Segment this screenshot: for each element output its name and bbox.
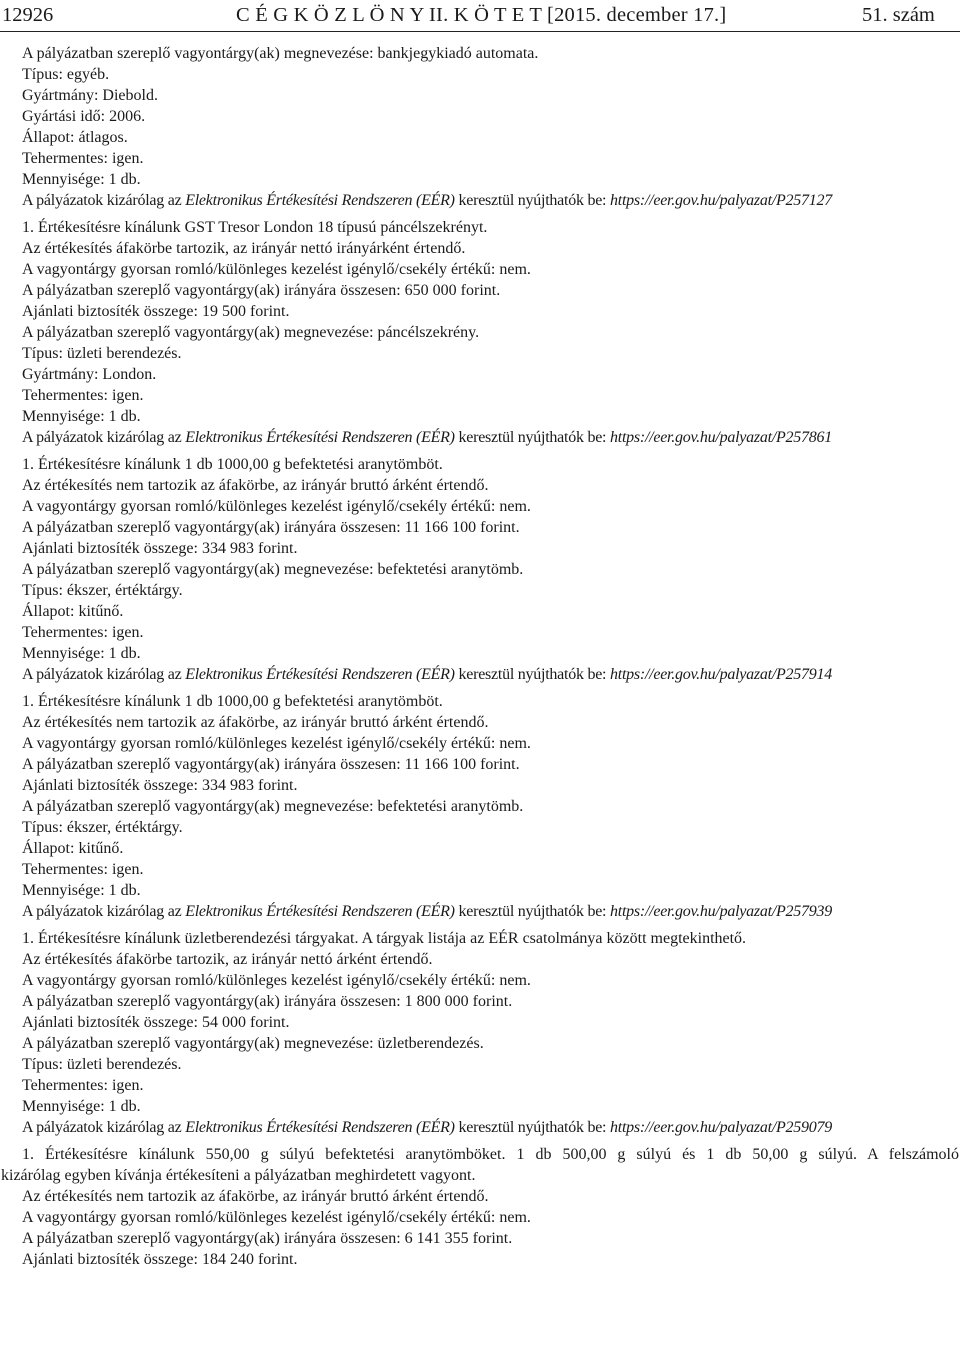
text-line: Tehermentes: igen. <box>22 1077 144 1094</box>
listing-block <box>0 691 960 922</box>
text-line: Az értékesítés nem tartozik az áfakörbe, az irányár bruttó árként értendő. <box>22 1188 489 1205</box>
palyazat-link[interactable]: https://eer.gov.hu/palyazat/P257861 <box>610 429 833 446</box>
text-line: A pályázatban szereplő vagyontárgy(ak) megnevezése: páncélszekrény. <box>22 324 480 341</box>
text-line: Ajánlati biztosíték összege: 184 240 forint. <box>22 1251 298 1268</box>
text-line: 1. Értékesítésre kínálunk 1 db 1000,00 g befektetési aranytömböt. <box>22 693 443 710</box>
text-line: kizárólag egyben kívánja értékesíteni a pályázatban meghirdetett vagyont. <box>1 1167 476 1184</box>
submission-line <box>0 427 960 448</box>
page-header <box>0 2 960 28</box>
eer-system-name: Elektronikus Értékesítési Rendszeren (EÉR) <box>185 1119 455 1136</box>
palyazat-link[interactable]: https://eer.gov.hu/palyazat/P257939 <box>610 903 833 920</box>
submission-line <box>0 664 960 685</box>
text-line: A vagyontárgy gyorsan romló/különleges kezelést igénylő/csekély értékű: nem. <box>22 972 531 989</box>
eer-prefix: A pályázatok kizárólag az <box>22 1119 182 1136</box>
listing-block <box>0 217 960 448</box>
eer-mid: keresztül nyújthatók be: <box>458 1119 607 1136</box>
publication-title: C É G K Ö Z L Ö N Y II. K Ö T E T [2015. december 17.] <box>236 4 727 26</box>
text-line: Mennyisége: 1 db. <box>22 882 141 899</box>
text-line: Állapot: kitűnő. <box>22 603 124 620</box>
text-line: A vagyontárgy gyorsan romló/különleges kezelést igénylő/csekély értékű: nem. <box>22 261 531 278</box>
submission-line <box>0 190 960 211</box>
text-line: A pályázatban szereplő vagyontárgy(ak) irányára összesen: 11 166 100 forint. <box>22 756 520 773</box>
text-line: Állapot: kitűnő. <box>22 840 124 857</box>
palyazat-link[interactable]: https://eer.gov.hu/palyazat/P257914 <box>610 666 833 683</box>
text-line: A pályázatban szereplő vagyontárgy(ak) irányára összesen: 1 800 000 forint. <box>22 993 513 1010</box>
text-line: Állapot: átlagos. <box>22 129 128 146</box>
text-line: Az értékesítés áfakörbe tartozik, az irányár nettó irányárként értendő. <box>22 240 466 257</box>
eer-system-name: Elektronikus Értékesítési Rendszeren (EÉR) <box>185 666 455 683</box>
text-line: Tehermentes: igen. <box>22 624 144 641</box>
text-line: Típus: üzleti berendezés. <box>22 1056 182 1073</box>
document-body <box>0 43 960 1270</box>
submission-line <box>0 901 960 922</box>
text-line: Mennyisége: 1 db. <box>22 171 141 188</box>
text-line: Tehermentes: igen. <box>22 861 144 878</box>
text-line: Típus: egyéb. <box>22 66 110 83</box>
header-rule <box>0 31 960 32</box>
text-line: Ajánlati biztosíték összege: 54 000 forint. <box>22 1014 290 1031</box>
text-line: Az értékesítés áfakörbe tartozik, az irányár nettó árként értendő. <box>22 951 433 968</box>
eer-mid: keresztül nyújthatók be: <box>458 192 607 209</box>
eer-prefix: A pályázatok kizárólag az <box>22 192 182 209</box>
text-line: 1. Értékesítésre kínálunk 550,00 g súlyú befektetési aranytömböket. 1 db 500,00 g súlyú és 1 db 50,00 g súlyú. A felszámoló <box>22 1146 959 1163</box>
eer-mid: keresztül nyújthatók be: <box>458 666 607 683</box>
eer-mid: keresztül nyújthatók be: <box>458 903 607 920</box>
text-line: Mennyisége: 1 db. <box>22 645 141 662</box>
text-line: 1. Értékesítésre kínálunk üzletberendezési tárgyakat. A tárgyak listája az EÉR csatolmánya között megtekinthető. <box>22 930 747 947</box>
text-line: A pályázatban szereplő vagyontárgy(ak) irányára összesen: 650 000 forint. <box>22 282 501 299</box>
text-line: Típus: ékszer, értéktárgy. <box>22 819 183 836</box>
eer-system-name: Elektronikus Értékesítési Rendszeren (EÉR) <box>185 903 455 920</box>
text-line: A pályázatban szereplő vagyontárgy(ak) megnevezése: üzletberendezés. <box>22 1035 484 1052</box>
palyazat-link[interactable]: https://eer.gov.hu/palyazat/P259079 <box>610 1119 833 1136</box>
listing-block <box>0 928 960 1138</box>
eer-system-name: Elektronikus Értékesítési Rendszeren (EÉR) <box>185 192 455 209</box>
eer-mid: keresztül nyújthatók be: <box>458 429 607 446</box>
text-line: Gyártmány: Diebold. <box>22 87 158 104</box>
text-line: Az értékesítés nem tartozik az áfakörbe, az irányár bruttó árként értendő. <box>22 714 489 731</box>
submission-line <box>0 1117 960 1138</box>
text-line: Gyártási idő: 2006. <box>22 108 146 125</box>
eer-prefix: A pályázatok kizárólag az <box>22 666 182 683</box>
eer-system-name: Elektronikus Értékesítési Rendszeren (EÉR) <box>185 429 455 446</box>
text-line: 1. Értékesítésre kínálunk 1 db 1000,00 g befektetési aranytömböt. <box>22 456 443 473</box>
eer-prefix: A pályázatok kizárólag az <box>22 429 182 446</box>
text-line: Típus: üzleti berendezés. <box>22 345 182 362</box>
text-line: Tehermentes: igen. <box>22 387 144 404</box>
text-line: Az értékesítés nem tartozik az áfakörbe, az irányár bruttó árként értendő. <box>22 477 489 494</box>
text-line: A pályázatban szereplő vagyontárgy(ak) megnevezése: befektetési aranytömb. <box>22 798 524 815</box>
text-line: Mennyisége: 1 db. <box>22 1098 141 1115</box>
text-line: A vagyontárgy gyorsan romló/különleges kezelést igénylő/csekély értékű: nem. <box>22 498 531 515</box>
text-line: A pályázatban szereplő vagyontárgy(ak) megnevezése: bankjegykiadó automata. <box>22 45 539 62</box>
text-line: A pályázatban szereplő vagyontárgy(ak) irányára összesen: 11 166 100 forint. <box>22 519 520 536</box>
text-line: Ajánlati biztosíték összege: 334 983 forint. <box>22 777 298 794</box>
text-line: A vagyontárgy gyorsan romló/különleges kezelést igénylő/csekély értékű: nem. <box>22 1209 531 1226</box>
page-number: 12926 <box>2 4 54 26</box>
listing-block <box>0 454 960 685</box>
listing-block <box>0 1144 960 1270</box>
text-line: 1. Értékesítésre kínálunk GST Tresor London 18 típusú páncélszekrényt. <box>22 219 488 236</box>
text-line: Ajánlati biztosíték összege: 19 500 forint. <box>22 303 290 320</box>
text-line: Mennyisége: 1 db. <box>22 408 141 425</box>
listing-block <box>0 43 960 211</box>
text-line: Ajánlati biztosíték összege: 334 983 forint. <box>22 540 298 557</box>
text-line: Gyártmány: London. <box>22 366 157 383</box>
text-line: A vagyontárgy gyorsan romló/különleges kezelést igénylő/csekély értékű: nem. <box>22 735 531 752</box>
text-line: A pályázatban szereplő vagyontárgy(ak) irányára összesen: 6 141 355 forint. <box>22 1230 513 1247</box>
palyazat-link[interactable]: https://eer.gov.hu/palyazat/P257127 <box>610 192 833 209</box>
text-line: Tehermentes: igen. <box>22 150 144 167</box>
issue-number: 51. szám <box>862 4 935 26</box>
text-line: Típus: ékszer, értéktárgy. <box>22 582 183 599</box>
eer-prefix: A pályázatok kizárólag az <box>22 903 182 920</box>
text-line: A pályázatban szereplő vagyontárgy(ak) megnevezése: befektetési aranytömb. <box>22 561 524 578</box>
